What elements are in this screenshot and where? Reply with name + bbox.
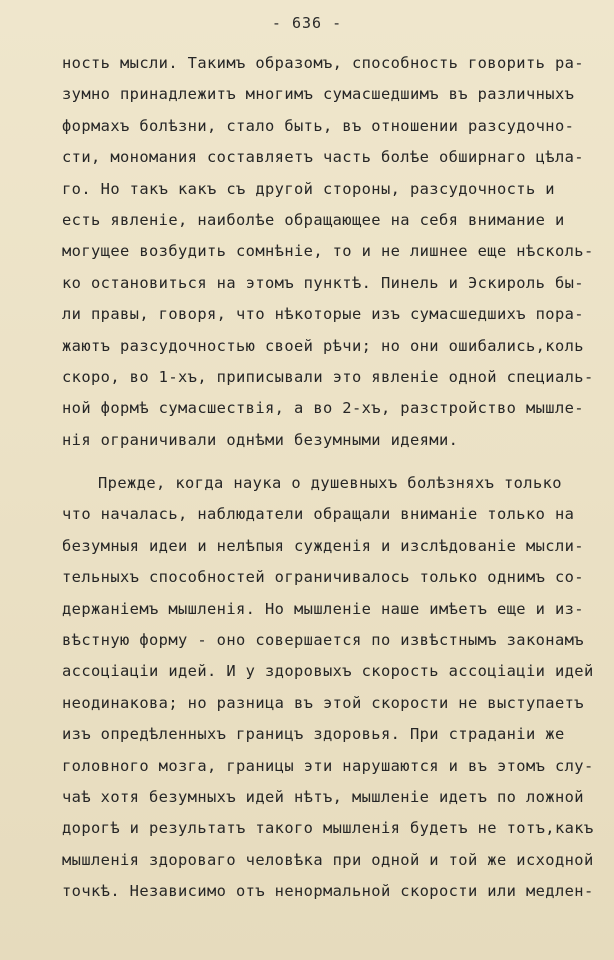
text-line: держаніемъ мышленія. Но мышленіе наше имѣетъ еще и из-	[62, 599, 584, 618]
body-text	[62, 48, 602, 908]
text-line: вѣстную форму - оно совершается по извѣстнымъ законамъ	[62, 631, 584, 650]
text-line: точкѣ. Независимо отъ ненормальной скорости или медлен-	[62, 882, 594, 901]
text-line: жаютъ разсудочностью своей рѣчи; но они ошибались,коль	[62, 336, 584, 355]
text-line: нія ограничивали однѣми безумными идеями.	[62, 430, 459, 449]
text-line: Прежде, когда наука о душевныхъ болѣзняхъ только	[98, 474, 562, 493]
text-line: чаѣ хотя безумныхъ идей нѣтъ, мышленіе идетъ по ложной	[62, 787, 584, 806]
text-line: головного мозга, границы эти нарушаются и въ этомъ слу-	[62, 756, 594, 775]
text-line: ность мысли. Такимъ образомъ, способность говорить ра-	[62, 54, 584, 72]
text-line: скоро, во 1-хъ, приписывали это явленіе одной специаль-	[62, 367, 594, 386]
text-line: мышленія здороваго человѣка при одной и той же исходной	[62, 850, 594, 869]
text-line: что началась, наблюдатели обращали вниманіе только на	[62, 505, 575, 524]
text-line: неодинакова; но разница въ этой скорости не выступаетъ	[62, 693, 584, 712]
text-line: могущее возбудить сомнѣніе, то и не лишнее еще нѣсколь-	[62, 242, 594, 261]
text-line: безумныя идеи и нелѣпыя сужденія и изслѣдованіе мысли-	[62, 536, 584, 555]
text-line: ассоціаціи идей. И у здоровыхъ скорость ассоціаціи идей	[62, 662, 594, 681]
text-line: дорогѣ и результатъ такого мышленія будетъ не тотъ,какъ	[62, 819, 594, 838]
text-line: формахъ болѣзни, стало быть, въ отношении разсудочно-	[62, 116, 575, 135]
text-line: ко остановиться на этомъ пунктѣ. Пинель и Эскироль бы-	[62, 273, 584, 292]
text-line: тельныхъ способностей ограничивалось только однимъ со-	[62, 568, 584, 587]
page-number: - 636 -	[271, 14, 343, 32]
text-line: зумно принадлежитъ многимъ сумасшедшимъ въ различныхъ	[62, 85, 575, 104]
text-line: ли правы, говоря, что нѣкоторые изъ сумасшедшихъ пора-	[62, 305, 584, 324]
text-line: есть явленіе, наиболѣе обращающее на себя внимание и	[62, 210, 565, 229]
text-line: сти, мономания составляетъ часть болѣе обширнаго цѣла-	[62, 148, 584, 167]
text-line: ной формѣ сумасшествія, а во 2-хъ, разстройство мышле-	[62, 399, 584, 418]
text-line: го. Но такъ какъ съ другой стороны, разсудочность и	[62, 179, 555, 198]
text-line: изъ опредѣленныхъ границъ здоровья. При страданіи же	[62, 725, 565, 744]
